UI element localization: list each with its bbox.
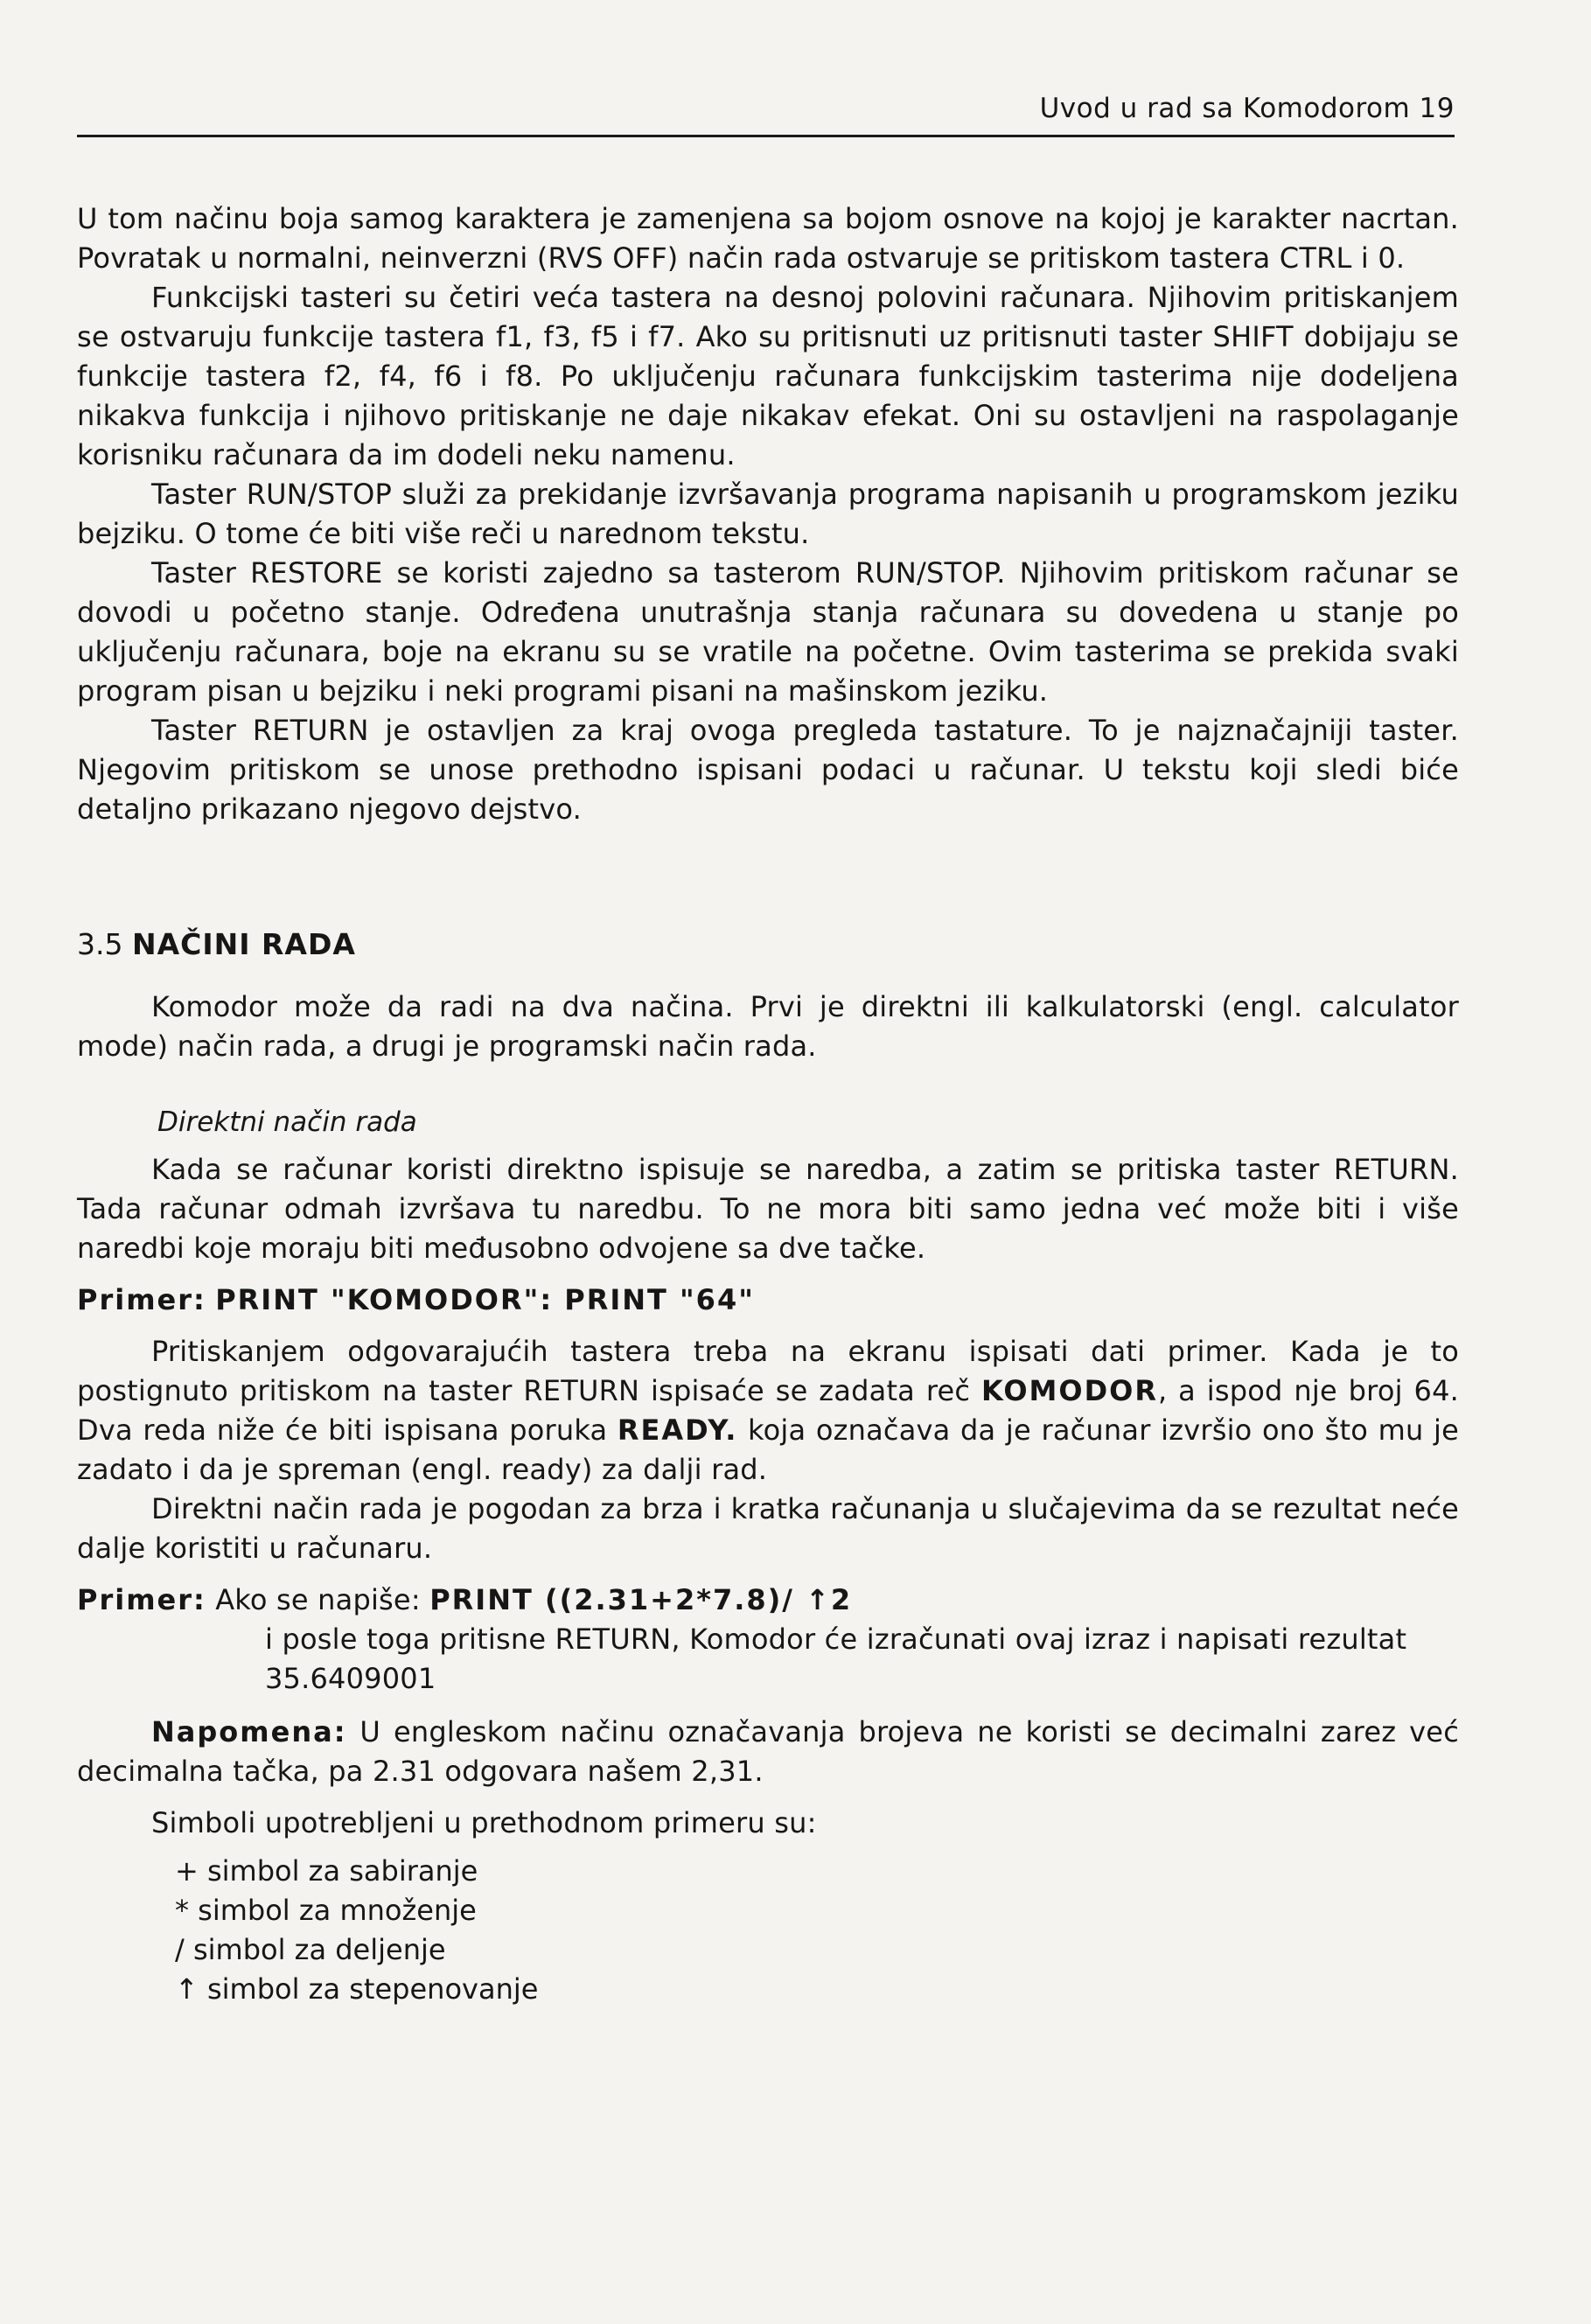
spacer <box>77 1791 1459 1804</box>
paragraph: Komodor može da radi na dva načina. Prvi je direktni ili kalkulatorski (engl. calculator mode) način rada, a drugi je programski način rada. <box>77 990 1459 1063</box>
section-number: 3.5 <box>77 927 123 961</box>
list-item: + simbol za sabiranje <box>175 1854 478 1888</box>
example-code: PRINT ((2.31+2*7.8)/ ↑2 <box>429 1583 853 1616</box>
text-span: Pritiskanjem odgovarajućih tastera treba na ekranu ispisati dati primer. Kada je to postignuto pritiskom na taster RETURN ispisaće se zadata reč <box>77 1335 1459 1407</box>
example-line <box>77 1581 1459 1620</box>
note-paragraph <box>77 1713 1459 1791</box>
example-code: PRINT "KOMODOR": PRINT "64" <box>215 1283 755 1316</box>
example-line <box>77 1281 1459 1320</box>
example-intro: Ako se napiše: <box>215 1583 421 1616</box>
header-text: Uvod u rad sa Komodorom 19 <box>1039 93 1455 124</box>
paragraph: Simboli upotrebljeni u prethodnom primeru su: <box>151 1806 817 1839</box>
paragraph: Direktni način rada je pogodan za brza i kratka računanja u slučajevima da se rezultat neće dalje koristiti u računaru. <box>77 1492 1459 1565</box>
paragraph: Kada se računar koristi direktno ispisuje se naredba, a zatim se pritiska taster RETURN. Tada računar odmah izvršava tu naredbu. To ne mora biti samo jedna već može biti i više naredbi koje moraju biti međusobno odvojene sa dve tačke. <box>77 1153 1459 1265</box>
text-span: koja označava da je računar izvršio ono što mu je zadato i da je spreman (engl. ready) za dalji rad. <box>77 1413 1460 1486</box>
example-label: Primer: <box>77 1283 206 1316</box>
paragraph: Taster RESTORE se koristi zajedno sa tasterom RUN/STOP. Njihovim pritiskom računar se dovodi u početno stanje. Određena unutrašnja stanja računara su dovedena u stanje po uključenju računara, boje na ekranu su se vratile na početne. Ovim tasterima se prekida svaki program pisan u bejziku i neki programi pisani na mašinskom jeziku. <box>77 556 1459 708</box>
example-label: Primer: <box>77 1583 206 1616</box>
section-heading <box>77 927 1459 961</box>
list-item: / simbol za deljenje <box>175 1933 446 1966</box>
text-span: , a ispod nje broj 64. Dva reda niže će biti ispisana poruka <box>77 1374 1459 1447</box>
symbol-list <box>77 1852 1459 2009</box>
list-item: ↑ simbol za stepenovanje <box>175 1972 539 2006</box>
running-header <box>77 91 1455 137</box>
note-text: U engleskom načinu označavanja brojeva ne koristi se decimalni zarez već decimalna tačka, pa 2.31 odgovara našem 2,31. <box>77 1715 1459 1788</box>
note-label: Napomena: <box>151 1715 347 1748</box>
example-continuation: i posle toga pritisne RETURN, Komodor će izračunati ovaj izraz i napisati rezultat <box>265 1623 1407 1656</box>
paragraph <box>77 1332 1459 1490</box>
list-item: * simbol za množenje <box>175 1894 477 1927</box>
paragraph: Taster RUN/STOP služi za prekidanje izvršavanja programa napisanih u programskom jeziku bejziku. O tome će biti više reči u narednom tekstu. <box>77 478 1459 550</box>
highlight-word: READY. <box>617 1413 738 1447</box>
highlight-word: KOMODOR <box>980 1374 1158 1407</box>
subheading: Direktni način rada <box>157 1106 417 1138</box>
paragraph: Taster RETURN je ostavljen za kraj ovoga pregleda tastature. To je najznačajniji taster. Njegovim pritiskom se unose prethodno ispisani podaci u računar. U tekstu koji sledi biće detaljno prikazano njegovo dejstvo. <box>77 714 1459 826</box>
paragraph: Funkcijski tasteri su četiri veća tastera na desnoj polovini računara. Njihovim pritiskanjem se ostvaruju funkcije tastera f1, f3, f5 i f7. Ako su pritisnuti uz pritisnuti taster SHIFT dobijaju se funkcije tastera f2, f4, f6 i f8. Po uključenju računara funkcijskim tasterima nije dodeljena nikakva funkcija i njihovo pritiskanje ne daje nikakav efekat. Oni su ostavljeni na raspolaganje korisniku računara da im dodeli neku namenu. <box>77 281 1459 471</box>
page-body <box>77 199 1459 2009</box>
section-title: NAČINI RADA <box>131 927 356 961</box>
example-result: 35.6409001 <box>265 1662 436 1695</box>
paragraph: U tom načinu boja samog karaktera je zamenjena sa bojom osnove na kojoj je karakter nacrtan. Povratak u normalni, neinverzni (RVS OFF) način rada ostvaruje se pritiskom tastera CTRL i 0. <box>77 202 1459 275</box>
